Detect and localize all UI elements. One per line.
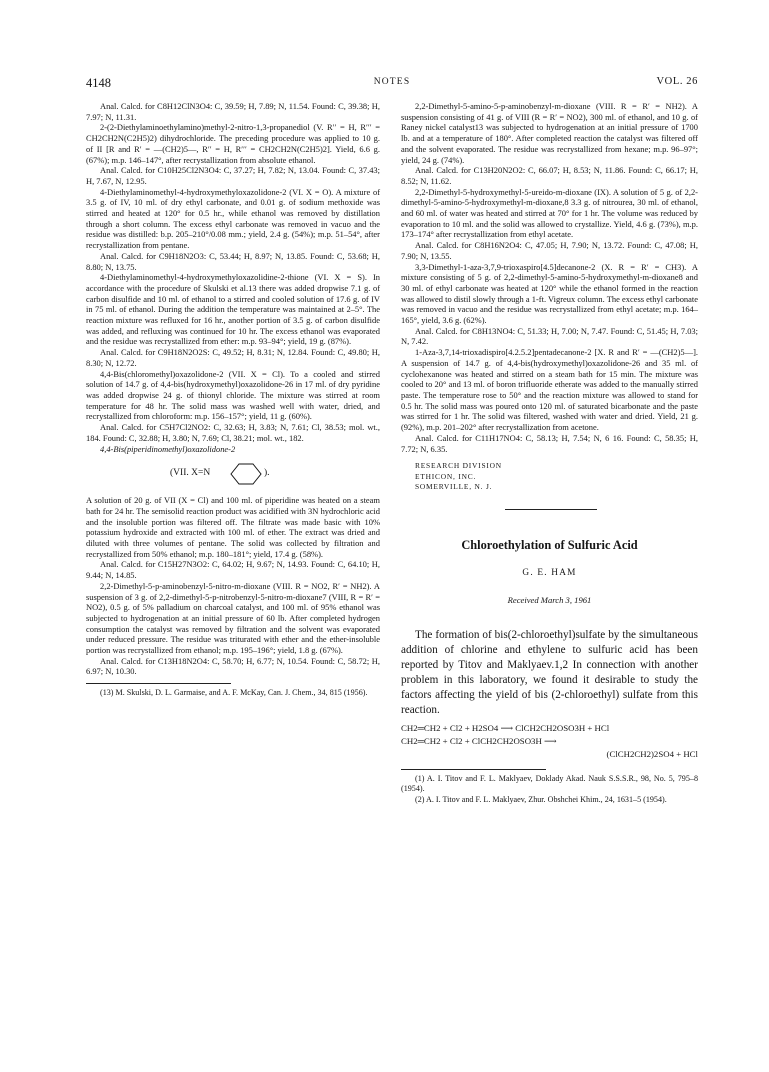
paragraph: 3,3-Dimethyl-1-aza-3,7,9-trioxaspiro[4.5]decanone-2 (X. R = R′ = CH3). A mixture consisting of 5 g. of 2,2-dimethyl-5-amino-5-hydroxymethyl-m-dioxane8 and 30 ml. of ethyl carbonate was heated at 120° while the ethanol formed in the reaction was allowed to distil slowly through a 1-ft. Vigreux column. The excess ethyl carbonate was removed in vacuo and the residue was recrystallized from ethyl acetate; m.p. 164–165°, yield, 3.6 g. (62%). (401, 261, 698, 326)
paragraph: Anal. Calcd. for C10H25Cl2N3O4: C, 37.27; H, 7.82; N, 13.04. Found: C, 37.43; H, 7.67, N, 12.95. (86, 165, 380, 186)
paragraph: Anal. Calcd. for C5H7Cl2NO2: C, 32.63; H, 3.83; N, 7.61; Cl, 38.53; mol. wt., 184. Found: C, 32.88; H, 3.80; N, 7.69; Cl, 38.21; mol. wt., 182. (86, 422, 380, 443)
paragraph: Anal. Calcd. for C15H27N3O2: C, 64.02; H, 9.67; N, 14.93. Found: C, 64.10; H, 9.44; N, 14.85. (86, 559, 380, 581)
footnote: (1) A. I. Titov and F. L. Maklyaev, Doklady Akad. Nauk S.S.S.R., 98, No. 5, 795–8 (1954). (401, 773, 698, 794)
paragraph: 2-(2-Diethylaminoethylamino)methyl-2-nitro-1,3-propanediol (V. R′′ = H, R′′′ = CH2CH2N(C2H5)2) dihydrochloride. The preceding procedure was applied to 10 g. of II [R and R′ = —(CH2)5—, R′′ = H, R′′′ = CH2CH2N(C2H5)2]. Yield, 6.6 g. (67%); m.p. 146–147°, after recrystallization from absolute ethanol. (86, 122, 380, 165)
section-title: NOTES (373, 77, 411, 87)
page-number: 4148 (86, 76, 111, 90)
paragraph: 2,2-Dimethyl-5-p-aminobenzyl-5-nitro-m-dioxane (VIII. R = NO2, R′ = NH2). A suspension of 3 g. of 2,2-dimethyl-5-p-nitrobenzyl-5-nitro-m-dioxane7 (VIII, R = R′ = NO2), 0.5 g. of 5% palladium on charcoal catalyst, and 100 ml. of 95% ethanol was subjected to hydrogenation at an initial pressure of 60 lb. After completed hydrogen consumption the catalyst was removed by filtration and the solvent was evaporated under reduced pressure. The residue was triturated with ether and the ether-insoluble portion was recrystallized from ethanol; m.p. 195–196°; yield, 1.8 g. (67%). (86, 580, 380, 656)
footnote: (13) M. Skulski, D. L. Garmaise, and A. F. McKay, Can. J. Chem., 34, 815 (1956). (100, 688, 368, 698)
reaction-equations (401, 722, 698, 760)
affiliation-line: ETHICON, INC. (415, 471, 477, 481)
paragraph: 2,2-Dimethyl-5-hydroxymethyl-5-ureido-m-dioxane (IX). A solution of 5 g. of 2,2-dimethyl-5-amino-5-hydroxymethyl-m-dioxane,8 3.3 g. of nitrourea, 30 ml. of ethanol, and 60 ml. of water was heated and stirred at 70° for 1 hr. The volume was reduced by evaporation to 10 ml. and the solid was allowed to crystallize. Yield, 4.6 g. (73%), m.p. 173–174° after recrystallization from ethyl acetate. (401, 186, 698, 240)
footnote-rule (401, 769, 546, 770)
paragraph: Anal. Calcd. for C13H20N2O2: C, 66.07; H, 8.53; N, 11.86. Found: C, 66.17; H, 8.52; N, 11.62. (401, 165, 698, 186)
affiliation-line: RESEARCH DIVISION (415, 461, 502, 471)
paragraph: 4,4-Bis(chloromethyl)oxazolidone-2 (VII. X = Cl). To a cooled and stirred solution of 14.7 g. of 4,4-bis(hydroxymethyl)oxazolidone-26 in 17 ml. of dry pyridine was added dropwise 24 g. of thionyl chloride. The mixture was stirred at room temperature for 48 hr. The solid mass was washed well with water, dried, and recrystallized from chloroform: m.p. 156–157°; yield, 11 g. (60%). (86, 368, 380, 422)
article-divider (505, 509, 597, 510)
paragraph: Anal. Calcd. for C8H16N2O4: C, 47.05; H, 7.90; N, 13.72. Found: C, 47.08; H, 7.90; N, 13.55. (401, 240, 698, 261)
paragraph: The formation of bis(2-chloroethyl)sulfate by the simultaneous addition of chlorine and ethylene to sulfuric acid has been reported by Titov and Maklyaev.1,2 In connection with another problem in this laboratory, we found it desirable to study the factors affecting the yield of bis (2-chloroethyl) sulfate from this reaction. (401, 628, 698, 717)
paragraph: Anal. Calcd. for C13H18N2O4: C, 58.70; H, 6.77; N, 10.54. Found: C, 58.72; H, 6.97; N, 10.30. (86, 655, 380, 677)
article-title: Chloroethylation of Sulfuric Acid (461, 537, 638, 552)
equation: CH2═CH2 + Cl2 + H2SO4 ⟶ ClCH2CH2OSO3H + HCl (401, 723, 610, 734)
equation: (ClCH2CH2)2SO4 + HCl (606, 748, 698, 759)
structure-close: ). (264, 468, 270, 479)
affiliation-line: SOMERVILLE, N. J. (415, 482, 493, 492)
equation: CH2═CH2 + Cl2 + ClCH2CH2OSO3H ⟶ (401, 736, 557, 747)
volume-label: VOL. 26 (656, 76, 698, 87)
paragraph: 4-Diethylaminomethyl-4-hydroxymethyloxazolidone-2 (VI. X = O). A mixture of 3.5 g. of IV, 10 ml. of dry ethyl carbonate, and 0.01 g. of sodium methoxide was stirred and heated at 120° for 0.5 hr., while ethanol was removed by distillation through a short column. The excess ethyl carbonate was removed in vacuo and the residue was distilled: b.p. 205–210°/0.08 mm.; yield, 2.4 g. (54%); m.p. 51–54°, after recrystallization from pentane. (86, 186, 380, 251)
affiliation (415, 461, 698, 493)
left-column (86, 101, 380, 699)
footnote-rule (86, 683, 231, 684)
page-header (86, 76, 698, 92)
right-column (401, 101, 698, 805)
paragraph: 2,2-Dimethyl-5-amino-5-p-aminobenzyl-m-dioxane (VIII. R = R′ = NH2). A suspension consisting of 41 g. of VIII (R = R′ = NO2), 300 ml. of ethanol, and 10 g. of Raney nickel catalyst13 was subjected to hydrogenation at an initial pressure of 1700 lb. and at a temperature of 180°. After completed reaction the catalyst was filtered off and the solvent evaporated. The residue was recrystallized from hexane; m.p. 96–97°; yield, 24 g. (74%). (401, 101, 698, 165)
paragraph: Anal. Calcd. for C8H12ClN3O4: C, 39.59; H, 7.89; N, 11.54. Found: C, 39.38; H, 7.97; N, 11.31. (86, 101, 380, 122)
paragraph: Anal. Calcd. for C9H18N2O2S: C, 49.52; H, 8.31; N, 12.84. Found: C, 49.80; H, 8.30; N, 12.72. (86, 347, 380, 368)
received-date: Received March 3, 1961 (507, 595, 592, 606)
footnote: (2) A. I. Titov and F. L. Maklyaev, Zhur. Obshchei Khim., 24, 1631–5 (1954). (415, 794, 667, 804)
paragraph: Anal. Calcd. for C8H13NO4: C, 51.33; H, 7.00; N, 7.47. Found: C, 51.45; H, 7.03; N, 7.42. (401, 325, 698, 347)
paragraph: 4-Diethylaminomethyl-4-hydroxymethyloxazolidine-2-thione (VI. X = S). In accordance with the procedure of Skulski et al.13 there was added dropwise 7.1 g. of carbon disulfide and 10 ml. of ethanol to a stirred and cooled solution of 17.6 g. of IV in 75 ml. of ethanol. During the addition the temperature was maintained at 2–5°. The reaction mixture was refluxed for 16 hr., another portion of 3.5 g. of carbon disulfide was added, and refluxing was continued for 10 hr. The excess ethanol was evaporated and the residue was recrystallized from ether: m.p. 93–94°; yield, 19 g. (87%). (86, 272, 380, 347)
piperidine-ring-icon (225, 461, 265, 487)
paragraph: Anal. Calcd. for C9H18N2O3: C, 53.44; H, 8.97; N, 13.85. Found: C, 53.68; H, 8.80; N, 13.75. (86, 250, 380, 272)
compound-heading: 4,4-Bis(piperidinomethyl)oxazolidone-2 (100, 443, 236, 454)
piperidine-structure (86, 461, 380, 487)
paragraph: 1-Aza-3,7,14-trioxadispiro[4.2.5.2]pentadecanone-2 [X. R and R′ = —(CH2)5—]. A suspension of 14.7 g. of 4,4-bis(hydroxymethyl)oxazolidone-26 and 35 ml. of cyclohexanone was heated and stirred on a steam bath for 15 min. The mixture was cooled to 20° and 13 ml. of boron trifluoride etherate was added to the manually stirred paste. The temperature rose to 50° and the reaction mixture was allowed to stand for 0.5 hr. The solid mass was poured onto 120 ml. of saturated bicarbonate and the paste was stirred for 1 hr. The solid was filtered, washed with water and dried. Yield, 21 g. (92%), m.p. 201–202° after recrystallization from acetone. (401, 347, 698, 433)
paragraph: Anal. Calcd. for C11H17NO4: C, 58.13; H, 7.54; N, 6 16. Found: C, 58.35; H, 7.72; N, 6.35. (401, 432, 698, 454)
article-body (401, 628, 698, 719)
paragraph: A solution of 20 g. of VII (X = Cl) and 100 ml. of piperidine was heated on a steam bath for 24 hr. The semisolid reaction product was acidified with 3N hydrochloric acid and the insoluble portion was filtered off. The filtrate was made basic with 10% potassium hydroxide and extracted with 100 ml. of ether. The extract was dried and diluted with three volumes of pentane. The solid was collected by filtration and recrystallized from 50% ethanol; m.p. 180–181°; yield, 17.4 g. (58%). (86, 495, 380, 559)
article-author: G. E. HAM (522, 568, 577, 579)
structure-label: (VII. X=N (170, 468, 211, 479)
